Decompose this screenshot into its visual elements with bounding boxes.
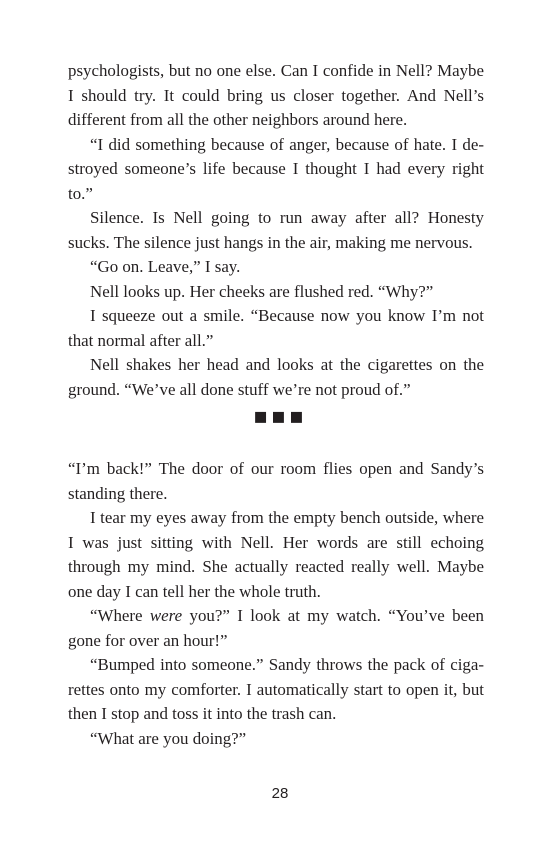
emphasized-word: were [149,606,183,625]
paragraph [68,604,484,653]
paragraph: “Go on. Leave,” I say. [90,257,241,276]
paragraph: I tear my eyes away from the empty bench outside, where I was just sitting with Nell. Her words are still echoing through my mind. She actually reacted really well. Maybe one day I can tell her the whole truth. [68,508,484,601]
paragraph-part: “Where [90,606,150,625]
section-1-text [68,59,484,402]
paragraph: “What are you doing?” [90,728,247,748]
paragraph: “Bumped into someone.” Sandy throws the pack of cigarettes onto my comforter. I automatically start to open it, but then I stop and toss it into the trash can. [68,655,484,723]
paragraph: psychologists, but no one else. Can I confide in Nell? Maybe I should try. It could bring us closer together. And Nell’s different from all the other neighbors around here. [68,61,484,129]
paragraph: “I’m back!” The door of our room flies open and Sandy’s standing there. [68,459,484,503]
paragraph: Nell shakes her head and looks at the cigarettes on the ground. “We’ve all done stuff we’re not proud of.” [68,355,484,399]
paragraph: I squeeze out a smile. “Because now you know I’m not that normal after all.” [68,306,484,350]
paragraph: Nell looks up. Her cheeks are flushed red. “Why?” [90,281,434,301]
paragraph: Silence. Is Nell going to run away after all? Honesty sucks. The silence just hangs in the air, making me nervous. [68,208,484,252]
paragraph-part: you?” I look at my watch. “You’ve been gone for over an hour!” [68,606,484,650]
paragraph: “I did something because of anger, because of hate. I destroyed someone’s life because I thought I had every right to.” [68,134,484,203]
page-number: 28 [271,785,289,802]
section-2-text [68,457,484,751]
section-break-ornament: ▪▪▪ [253,404,307,429]
